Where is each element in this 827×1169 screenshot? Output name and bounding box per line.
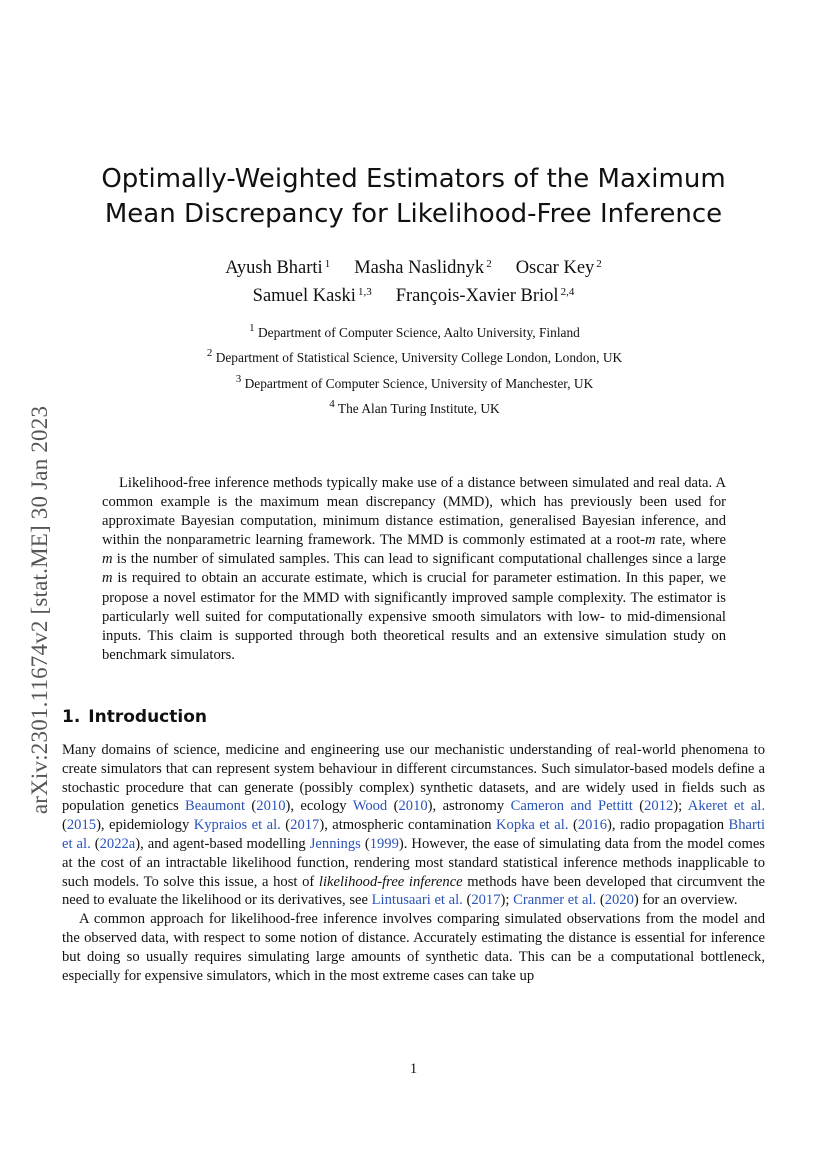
- citation-link[interactable]: Lintusaari et al.: [371, 892, 463, 909]
- emphasis: likelihood-free inference: [318, 873, 463, 890]
- affiliation: $^3$ Department of Computer Science, University of Manchester, UK: [235, 372, 594, 391]
- section-number: 1.: [62, 707, 81, 727]
- citation-link[interactable]: Kypraios et al.: [193, 817, 281, 834]
- introduction-body: [62, 741, 765, 985]
- author-affiliation-mark: 1: [324, 258, 331, 270]
- author-affiliation-mark: 2: [486, 258, 492, 270]
- citation-link[interactable]: Cranmer et al.: [513, 892, 597, 909]
- citation-year-link[interactable]: 2015: [66, 817, 97, 834]
- citation-year-link[interactable]: 2017: [290, 817, 320, 834]
- citation-link[interactable]: Kopka et al.: [495, 817, 569, 834]
- author-name: Samuel Kaski: [252, 286, 356, 306]
- citation-year-link[interactable]: 1999: [369, 835, 399, 852]
- citation-link[interactable]: Akeret et al.: [687, 798, 766, 815]
- paper-title: [0, 162, 827, 232]
- title-line: Optimally-Weighted Estimators of the Maximum: [101, 164, 726, 194]
- citation-year-link[interactable]: 2010: [256, 798, 286, 815]
- citation-link[interactable]: Jennings: [309, 835, 361, 852]
- author-name: Oscar Key: [515, 258, 595, 278]
- paragraph: Many domains of science, medicine and engineering use our mechanistic understanding of real-world phenomena to create simulators that can represent system behaviour in different circumstances. Such simulator-based models define a stochastic procedure that can generate (possibly complex) synthetic datasets, and are widely used in fields such as population genetics Beaumont (2010), ecology Wood (2010), astronomy Cameron and Pettitt (2012); Akeret et al. (2015), epidemiology Kypraios et al. (2017), atmospheric contamination Kopka et al. (2016), radio propagation Bharti et al. (2022a), and agent-based modelling Jennings (1999). However, the ease of simulating data from the model comes at the cost of an intractable likelihood function, rendering most standard statistical inference methods inapplicable to such models. To solve this issue, a host of likelihood-free inference methods have been developed that circumvent the need to evaluate the likelihood or its derivatives, see Lintusaari et al. (2017); Cranmer et al. (2020) for an overview.: [62, 742, 766, 909]
- author-affiliation-mark: 1,3: [357, 286, 372, 298]
- abstract: Likelihood-free inference methods typically make use of a distance between simulated and real data. A common example is the maximum mean discrepancy (MMD), which has previously been used for approximate Bayesian computation, minimum distance estimation, generalised Bayesian inference, and within the nonparametric learning framework. The MMD is commonly estimated at a root-m rate, where m is the number of simulated samples. This can lead to significant computational challenges since a large m is required to obtain an accurate estimate, which is crucial for parameter estimation. In this paper, we propose a novel estimator for the MMD with significantly improved sample complexity. The estimator is particularly well suited for computationally expensive smooth simulators with low- to mid-dimensional inputs. This claim is supported through both theoretical results and an extensive simulation study on benchmark simulators.: [102, 475, 727, 663]
- affiliation: $^4$ The Alan Turing Institute, UK: [329, 397, 500, 416]
- author-name: François-Xavier Briol: [395, 286, 559, 306]
- citation-link[interactable]: Cameron and Pettitt: [510, 798, 633, 815]
- author-affiliation-mark: 2: [596, 258, 602, 270]
- arxiv-identifier: arXiv:2301.11674v2 [stat.ME] 30 Jan 2023: [27, 405, 52, 815]
- citation-year-link[interactable]: 2022a: [99, 835, 136, 852]
- title-line: Mean Discrepancy for Likelihood-Free Inference: [104, 199, 723, 229]
- paragraph: A common approach for likelihood-free inference involves comparing simulated observations from the model and the observed data, with respect to some notion of distance. Accurately estimating the distance is essential for inference but doing so usually requires simulating large amounts of synthetic data. This can be a computational bottleneck, especially for expensive simulators, which in the most extreme cases can take up: [62, 911, 765, 984]
- affiliation-list: [0, 318, 827, 419]
- arxiv-sidebar: [20, 360, 60, 860]
- citation-link[interactable]: Bharti et al.: [62, 817, 766, 852]
- author-name: Masha Naslidnyk: [354, 258, 485, 278]
- citation-year-link[interactable]: 2020: [604, 892, 634, 909]
- citation-year-link[interactable]: 2012: [644, 798, 674, 815]
- author-list: [0, 252, 827, 308]
- author-name: Ayush Bharti: [225, 258, 323, 278]
- affiliation: $^2$ Department of Statistical Science, University College London, London, UK: [206, 347, 623, 366]
- citation-link[interactable]: Beaumont: [185, 798, 246, 815]
- page-number: 1: [409, 1061, 418, 1077]
- author-affiliation-mark: 2,4: [560, 286, 575, 298]
- section-heading-introduction: [62, 707, 207, 727]
- citation-year-link[interactable]: 2016: [577, 817, 607, 834]
- affiliation: $^1$ Department of Computer Science, Aalto University, Finland: [249, 322, 580, 340]
- citation-link[interactable]: Wood: [352, 798, 388, 815]
- section-title: Introduction: [88, 707, 207, 727]
- citation-year-link[interactable]: 2017: [471, 892, 501, 909]
- citation-year-link[interactable]: 2010: [398, 798, 428, 815]
